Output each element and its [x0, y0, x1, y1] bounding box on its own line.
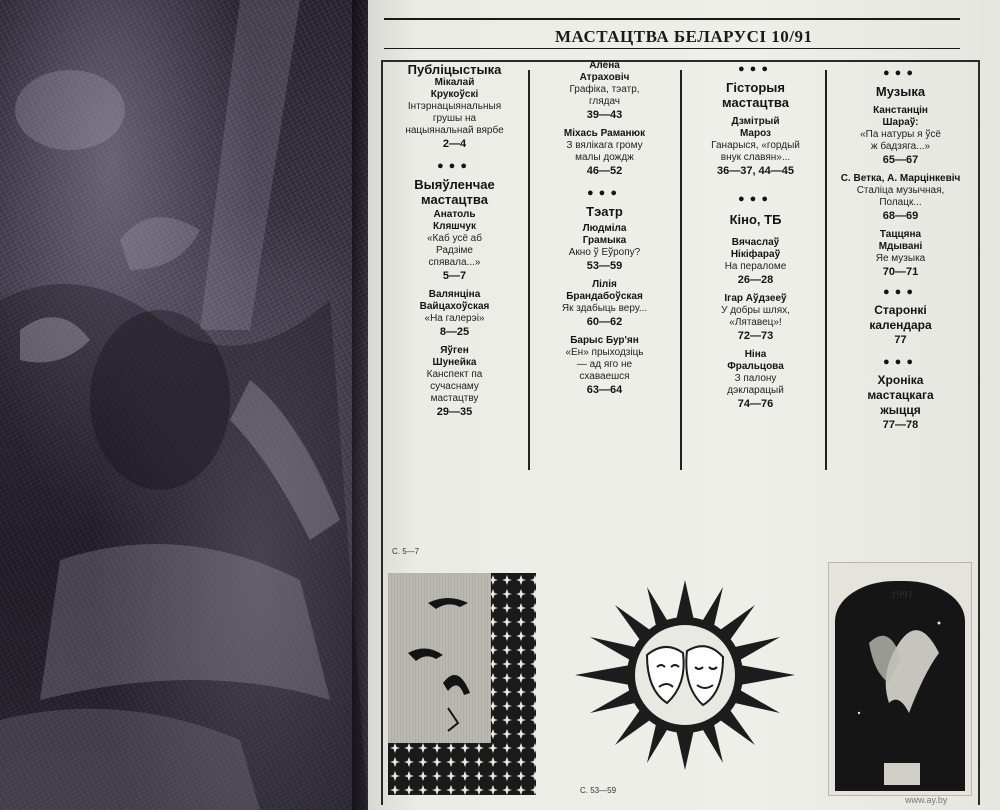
poster-year: 1991: [891, 589, 913, 601]
image-caption: С. 5—7: [392, 547, 420, 556]
entry-pages: 70—71: [882, 266, 919, 278]
entry-author: Людміла Грамыка: [582, 223, 627, 246]
toc-entry: [532, 60, 677, 122]
section-divider-dots: ●●●: [883, 286, 918, 298]
theatre-sun-emblem: [565, 575, 805, 790]
entry-pages: 5—7: [442, 270, 467, 282]
entry-author: С. Ветка, А. Марцінкевіч: [840, 173, 961, 184]
toc-entry: [382, 289, 527, 339]
entry-title: Яе музыка: [875, 253, 926, 264]
entry-pages: 74—76: [737, 398, 774, 410]
column-divider: [528, 70, 530, 470]
entry-author: Валянціна Вайцахоўская: [419, 289, 490, 312]
entry-author: Таццяна Мдывані: [878, 229, 923, 252]
section-kino-tb: [683, 192, 828, 411]
entry-title: Канспект па сучаснаму мастацтву: [426, 369, 483, 404]
entry-author: Лілія Брандабоўская: [566, 279, 643, 302]
etching-illustration: [0, 0, 368, 810]
entry-title: Інтэрнацыянальныя грушы на нацыянальнай вярбе: [405, 101, 504, 136]
toc-entry: [532, 279, 677, 329]
entry-author: Барыс Бур'ян: [570, 335, 639, 346]
journal-title: МАСТАЦТВА БЕЛАРУСІ 10/91: [555, 27, 813, 46]
header-rule-lower: [384, 48, 960, 49]
section-publitsystyka: [382, 62, 527, 151]
contents-column-4: [828, 60, 973, 438]
etching-artwork: [0, 0, 368, 810]
entry-author: Вячаслаў Нікіфараў: [730, 237, 781, 260]
section-vyyaulenchae-mastatstva: [382, 159, 527, 419]
toc-entry: [683, 237, 828, 287]
entry-title: «Ен» прыходзіць — ад яго не схаваешся: [565, 347, 644, 382]
entry-title: «Па натуры я ўсё ж бадзяга...»: [860, 129, 941, 152]
entry-author: Міхась Раманюк: [563, 128, 646, 139]
toc-entry: [532, 128, 677, 178]
toc-entry: [683, 349, 828, 411]
entry-pages: 26—28: [737, 274, 774, 286]
entry-title: «Каб усё аб Радзіме спявала...»: [427, 233, 482, 268]
entry-author: Яўген Шунейка: [432, 345, 477, 368]
section-divider-dots: ●●●: [738, 63, 773, 75]
festival-poster: [828, 562, 972, 796]
entry-author: Мікалай Крукоўскі: [430, 77, 479, 100]
toc-entry: [828, 173, 973, 223]
entry-pages: 53—59: [586, 260, 623, 272]
entry-title: У добры шлях, «Лятавец»!: [721, 305, 790, 328]
contents-column-1: [382, 60, 527, 425]
section-title: Гісторыя мастацтва: [722, 80, 789, 110]
contents-column-3: [683, 60, 828, 417]
section-continued: [532, 60, 677, 178]
entry-pages: 77: [894, 334, 907, 346]
entry-author: Ігар Аўдзееў: [724, 293, 787, 304]
toc-entry: [683, 116, 828, 178]
section-muzyka: [828, 66, 973, 279]
entry-title: «На галерэі»: [424, 313, 485, 324]
entry-pages: 46—52: [586, 165, 623, 177]
section-staronki-kalyandara: [828, 285, 973, 347]
entry-pages: 60—62: [586, 316, 623, 328]
entry-title: Акно ў Еўропу?: [568, 247, 641, 258]
entry-title: Як здабыць веру...: [561, 303, 648, 314]
section-title: Хроніка мастацкага жыцця: [867, 373, 934, 417]
section-gistoryya-mastatstva: [683, 62, 828, 178]
toc-entry: [532, 223, 677, 273]
column-divider: [680, 70, 682, 470]
toc-entry: [828, 229, 973, 279]
section-title: Публіцыстыка: [407, 62, 502, 77]
image-caption: С. 53—59: [580, 786, 617, 795]
entry-pages: 63—64: [586, 384, 623, 396]
entry-pages: 68—69: [882, 210, 919, 222]
entry-author: Анатоль Кляшчук: [433, 209, 476, 232]
entry-pages: 2—4: [442, 138, 467, 150]
toc-entry: [382, 209, 527, 283]
contents-column-2: [532, 60, 677, 403]
entry-pages: 65—67: [882, 154, 919, 166]
entry-title: З палону дэкларацый: [727, 373, 784, 396]
section-title: Выяўленчае мастацтва: [414, 177, 495, 207]
entry-title: Графіка, тэатр, глядач: [569, 84, 640, 107]
entry-author: Алена Атраховіч: [579, 60, 630, 83]
toc-entry: [532, 335, 677, 397]
cranes-illustration: [388, 573, 536, 795]
section-teatr: [532, 186, 677, 397]
entry-title: Ганарыся, «гордый внук славян»...: [711, 140, 800, 163]
entry-pages: 77—78: [882, 419, 919, 431]
section-divider-dots: ●●●: [587, 187, 622, 199]
watermark: www.ay.by: [905, 795, 948, 805]
section-title: Старонкі календара: [869, 303, 932, 332]
toc-entry: [828, 105, 973, 167]
entry-pages: 8—25: [439, 326, 470, 338]
header-rule: [384, 18, 960, 20]
toc-entry: [382, 77, 527, 151]
section-title: Музыка: [875, 84, 926, 99]
entry-pages: 36—37, 44—45: [716, 165, 795, 177]
entry-pages: 72—73: [737, 330, 774, 342]
entry-author: Дзмітрый Мароз: [731, 116, 780, 139]
section-hronika: [828, 355, 973, 432]
entry-title: Сталіца музычная, Полацк...: [856, 185, 945, 208]
section-divider-dots: ●●●: [437, 160, 472, 172]
entry-author: Канстанцін Шараў:: [873, 105, 928, 128]
entry-author: Ніна Фральцова: [727, 349, 784, 372]
section-title: Кіно, ТБ: [729, 212, 782, 227]
section-divider-dots: ●●●: [883, 67, 918, 79]
toc-entry: [683, 293, 828, 343]
entry-pages: 39—43: [586, 109, 623, 121]
entry-title: На пераломе: [724, 261, 787, 272]
section-title: Тэатр: [586, 204, 623, 219]
entry-pages: 29—35: [436, 406, 473, 418]
toc-entry: [382, 345, 527, 419]
section-divider-dots: ●●●: [738, 193, 773, 205]
section-divider-dots: ●●●: [883, 356, 918, 368]
entry-title: З вялікага грому малы дождж: [566, 140, 643, 163]
